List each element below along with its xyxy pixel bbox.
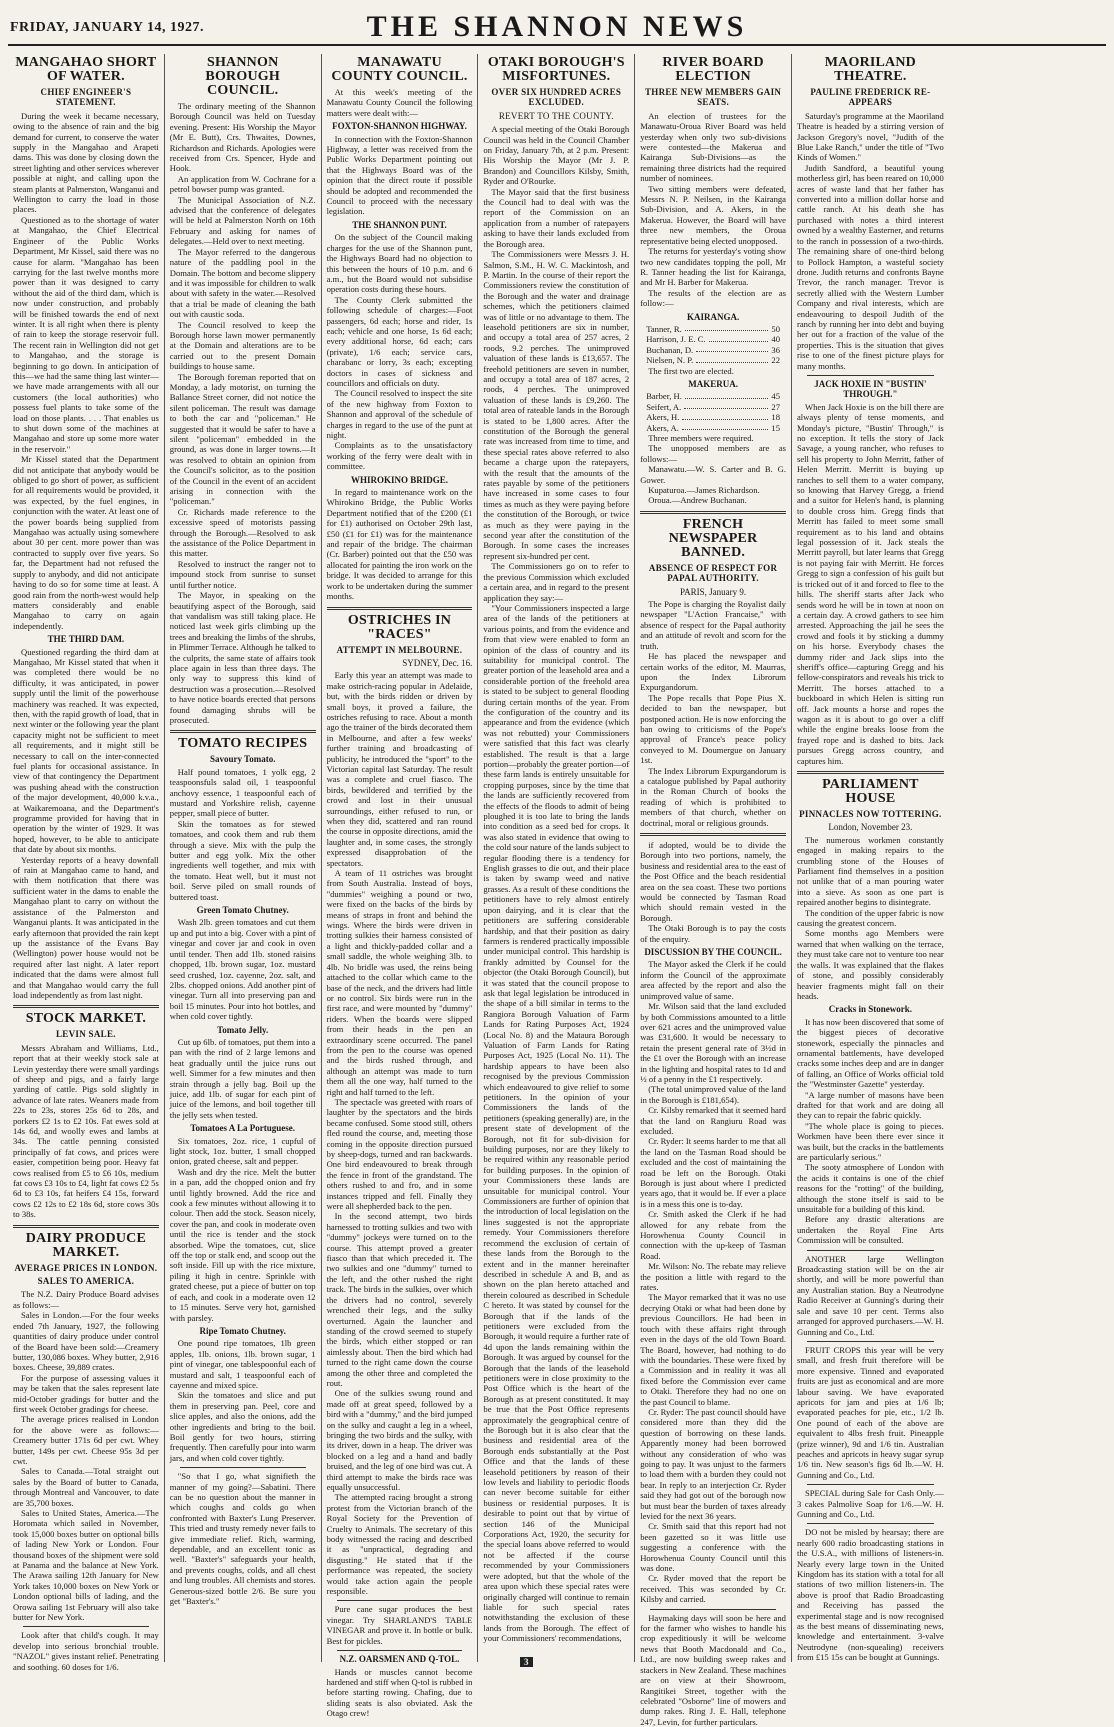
divider xyxy=(13,1225,159,1228)
vote-count: 45 xyxy=(771,391,780,402)
result-row xyxy=(640,355,786,365)
paragraph: Cr. Richards made reference to the excessive speed of motorists passing through the Borough.—Resolved to ask the assistance of the Police Department in this matter. xyxy=(169,506,316,559)
section-heading: N.Z. OARSMEN AND Q-TOL. xyxy=(339,1654,460,1665)
paragraph: Saturday's programme at the Maoriland Theatre is headed by a stirring version of Jackson Gregory's novel, "Judith of the Blue Lake Ranch," under the title of "Two Kinds of Women." xyxy=(796,110,944,163)
paragraph: The first two are elected. xyxy=(648,365,734,376)
advertisement: Haymaking days will soon be here and for the farmer who wishes to handle his crop expeditiously it will be welcome news that Booth Macdonald and Co., Ltd., are now building sweep rakes and stackers in New Zealand. These machines are on view at their Showroom, Rangitikei Street, together with the celebrated "Osborne" line of mowers and dump rakes. Ring J. E. Hall, telephone 247, Levin, for further particulars. xyxy=(640,1612,786,1727)
headline: TOMATO RECIPES xyxy=(178,736,308,752)
section-heading: THE THIRD DAM. xyxy=(47,634,125,645)
paragraph: The Commissioners go on to refer to the previous Commission which excluded a certain area, and in regard to the present application they say:— xyxy=(483,561,630,603)
paragraph: One of the sulkies swung round and made off at great speed, followed by a bird with a "dummy," and the bird jumped on the sulky and caught a leg in a wheel, bringing the two birds and the sulky, with its driver, down in a heap. The driver was blocked on a leg and a hand and badly bruised, and the leg of one bird was cut. A third attempt to make the birds race was equally unsuccessful. xyxy=(326,1388,473,1492)
masthead xyxy=(8,6,1106,46)
candidate-name: Akers, H. xyxy=(646,412,680,423)
divider xyxy=(807,1250,934,1251)
leader-dots xyxy=(685,391,769,398)
paragraph: The Commissioners were Messrs J. H. Salmon, S.M., H. W. C. Mackintosh, and P. Martin. In the course of their report the Commissioners review the constitution of the Borough and the water and drainage schemes, which the petitioners claimed was of little or no advantage to them. The leasehold petitioners are six in number, and occupy a total area of 257 acres, 2 roods, 9.2 perches. The unimproved valuation of these lands is £13,657. The freehold petitioners are seven in number, and occupy a total area of 187 acres, 2 roods, 4 perches. The unimproved valuation of these lands is £9,260. The total area of rateable lands in the Borough is stated to be 1,800 acres. After the constitution of the Borough the general rate was increased from time to time, and these special rates above referred to also became a charge upon the ratepayers, with the result that the amounts of the rates payable by some of the petitioners have increased in some cases to four times as much as they were paying before the constitution of the Borough, or twice as much as they were paying in the second year after the constitution of the Borough. In some cases the increases represent six-hundred per cent. xyxy=(483,249,630,561)
advertisement: DO not be misled by hearsay; there are nearly 600 radio broadcasting stations in the U.S.A., with millions of listeners-in. Nearly every large town in the United Kingdom has its station with a total for all stations of two million listeners-in. The above is proof that Radio Broadcasting and Receiving has passed the experimental stage and is now recognised as the best means of disseminating news, knowledge and entertainment. 3-valve Neutrodyne (non-squealing) receivers from £15 15s can be bought at Gunnings. xyxy=(796,1527,944,1663)
advertisement: SPECIAL during Sale for Cash Only.—3 cakes Palmolive Soap for 1/6.—W. H. Gunning and Co., Ltd. xyxy=(796,1488,944,1519)
advertisement: Look after that child's cough. It may develop into serious bronchial trouble. "NAZOL" gives instant relief. Penetrating and soothing. 60 doses for 1/6. xyxy=(13,1630,159,1672)
section-heading: JACK HOXIE IN "BUSTIN' THROUGH." xyxy=(814,378,927,400)
paragraph: The Council resolved to inspect the site of the new highway from Foxton to Shannon and approval of the schedule of charges in regard to the use of the punt at night. xyxy=(326,388,473,440)
paragraph: if adopted, would be to divide the Borough into two portions, namely, the business and residential area to the east of the Post Office and the beach residential area on the sea coast. These two portions would be connected by Tasman Road which should remain vested in the Borough. xyxy=(640,840,786,923)
column-4 xyxy=(478,54,635,1662)
headline: MANAWATU COUNTY COUNCIL. xyxy=(331,55,468,84)
leader-dots xyxy=(696,345,768,352)
paragraph: (The total unimproved value of the land in the Borough is £181,654). xyxy=(640,1084,786,1105)
paragraph: In connection with the Foxton-Shannon Highway, a letter was received from the Public Works Department pointing out that the Highways Board was of the opinion that the direct route if possible should be adopted and recommended the Council to proceed with the necessary legislation. xyxy=(326,133,473,217)
dateline: London, November 23. xyxy=(828,822,913,833)
paragraph: The Pope recalls that Pope Pius X. decided to ban the newspaper, but postponed action. He is now enforcing the ban owing to criticisms of the Pope's approval of France's peace policy conveyed to M. Doumergue on January 1st. xyxy=(640,692,786,766)
divider xyxy=(337,1600,463,1601)
subheadline: THREE NEW MEMBERS GAIN SEATS. xyxy=(644,87,782,108)
paragraph: Kupaturoa.—James Richardson. xyxy=(648,485,760,496)
paragraph: The Council resolved to keep the Borough horse lawn mower permanently at the Domain and alterations are to be carried out to the present Domain buildings to house same. xyxy=(169,319,316,372)
newspaper-title: THE SHANNON NEWS xyxy=(366,10,748,43)
paragraph: Complaints as to the unsatisfactory working of the ferry were dealt with in committee. xyxy=(326,440,473,472)
leader-dots xyxy=(682,412,768,419)
paragraph: Cr. Ryder: The past council should have considered more than they did the question of borrowing on these lands. Apparently money had been borrowed without any consideration of who was going to pay. It was unjust to the farmers to load them with a burden they could not bear. In reply to an interjection Cr. Ryder said they had got out of the borough now but must bear the burden of taxes already levied for the next 36 years. xyxy=(640,1406,786,1521)
paragraph: Six tomatoes, 2oz. rice, 1 cupful of light stock, 1oz. butter, 1 small chopped onion, grated cheese, salt and pepper. xyxy=(169,1135,316,1167)
advertisement: Hands or muscles cannot become hardened and stiff when Q-tol is rubbed in before starting rowing. Chafing, due to sliding seats is also obviated. Ask the Otago crew! xyxy=(326,1666,473,1719)
headline: FRENCH NEWSPAPER BANNED. xyxy=(668,516,758,560)
paragraph: An application from W. Cochrane for a petrol bowser pump was granted. xyxy=(169,173,316,195)
paragraph: Early this year an attempt was made to make ostrich-racing popular in Adelaide, but, with the birds ridden or driven by small boys, it proved a failure, the ostriches refusing to race. About a month ago the trainer of the birds decorated them in Melbourne, and after a few weeks' further training and broadcasting of publicity, he introduced the "sport" to the Victorian capital last Saturday. The result was a complete and cruel fiasco. The birds, bewildered and terrified by the crowd and lost in their unusual surroundings, either refused to run, or when they did, scattered and ran round the course in opposite directions, amid the laughter and, in some cases, the strongly expressed disapprobation of the spectators. xyxy=(326,670,473,868)
section-heading: FOXTON-SHANNON HIGHWAY. xyxy=(332,121,467,132)
vote-count: 22 xyxy=(771,355,780,366)
paragraph: The numerous workmen constantly engaged in making repairs to the crumbling stone of the Houses of Parliament find themselves in a position not unlike that of a man pouring water into a sieve. As soon as one part is repaired another begins to disintegrate. xyxy=(796,834,944,908)
paragraph: The ordinary meeting of the Shannon Borough Council was held on Tuesday evening. Present: His Worship the Mayor (Mr E. Butt), Crs. Thwaites, Downes, Richardson and Richards. Apologies were received from Crs. Spencer, Hyde and Hook. xyxy=(169,101,316,174)
paragraph: The N.Z. Dairy Produce Board advises as follows:— xyxy=(13,1289,159,1310)
paragraph: Judith Sandford, a beautiful young motherless girl, has been reared on 10,000 acres of waste land that her father has converted into a million dollar horse and cattle ranch. At his death she has purchased with notes a third interest owned by a wealthy Easterner, and returns to the ranch in possession of a two-thirds. The remaining share of one-third belong to Pollock Hampton, a wasteful society drone. Judith returns and confronts Bayne Trevor, the ranch manager. Trevor is secretly allied with the Western Lumber Company and rival interests, which are endeavouring to despoil Judith of the ranch by running her into debt and buying her out for a fraction of the value of the properties. This is the situation that gives rise to one of the finest picture plays for many months. xyxy=(796,162,944,371)
paragraph: Some months ago Members were warned that when walking on the terrace, they must take care not to venture too near the walls. It was explained that the flakes of stone, and possibly considerably heavier fragments might fall on their heads. xyxy=(796,928,944,1001)
vote-count: 18 xyxy=(771,412,780,423)
paragraph: For the purpose of assessing values it may be taken that the sales represent late mid-October gradings for butter and the first week October gradings for cheese. xyxy=(13,1372,159,1414)
candidate-name: Buchanan, D. xyxy=(646,344,694,355)
paragraph: At this week's meeting of the Manawatu County Council the following matters were dealt with:— xyxy=(326,87,473,118)
paragraph: Half pound tomatoes, 1 yolk egg, 2 teaspoonsfuls salad oil, 1 teaspoonful anchovy essence, 1 teaspoonful each of mustard and Yorkshire relish, cayenne pepper, small piece of butter. xyxy=(169,766,316,819)
subheadline: ABSENCE OF RESPECT FOR PAPAL AUTHORITY. xyxy=(648,562,778,584)
paragraph: He has placed the newspaper and certain works of the editor, M. Maurras, upon the Index Librorum Expurgandorum. xyxy=(640,651,786,693)
leader-dots xyxy=(709,334,769,341)
paragraph: The Mayor remarked that it was no use decrying Otaki or what had been done by previous Councillors. He had been in touch with these affairs right through even in the days of the old Town Board. The Board, however, had nothing to do with the boundaries. These were fixed by a Commission and in reality it was all fixed before the Commission ever came to Otaki. Therefore they had no one on the past Council to blame. xyxy=(640,1292,786,1407)
headline: OTAKI BOROUGH'S MISFORTUNES. xyxy=(487,55,625,84)
paragraph: The Municipal Association of N.Z. advised that the conference of delegates will be held at Palmerston North on 16th February and asking for names of delegates.—Held over to next meeting. xyxy=(169,194,316,247)
paragraph: The Mayor asked the Clerk if he could inform the Council of the approximate area affected by the report and also the unimproved value of same. xyxy=(640,959,786,1001)
advertisement: FRUIT CROPS this year will be very small, and fresh fruit therefore will be more expensive. Tinned and evaporated fruits are just as economical and are more labour saving. We have evaporated apricots for jam and pies at 1/6 lb; evaporated peaches for pie, etc., 1/2 lb. One pound of each of the above are equivalent to 4lbs fresh fruit. Pineapple (prize winner), 9d and 1/6 tin. Australian peaches and apricots in heavy sugar syrup 1/6 tin. New season's figs 6d lb.—W. H. Gunning and Co., Ltd. xyxy=(796,1344,944,1480)
paragraph: In regard to maintenance work on the Whirokino Bridge, the Public Works Department notified that of the £200 (£1 for £1) authorised on October 29th last, £50 (£1 for £1) was for the maintenance and repair of the bridge. The chairman (Cr. Barber) pointed out that the £50 was allocated for painting the iron work on the bridge. It was decided to arrange for this work to be undertaken during the summer months. xyxy=(326,487,473,602)
paragraph: Mr. Wilson said that the land excluded by both Commissions amounted to a little over 621 acres and the unimproved value was £31,600. It would be necessary to retain the present general rate of 3½d in the £1 over the Borough with an increase in the lighting and hospital rates to 1d and ½ of a penny in the £1 respectively. xyxy=(640,1001,786,1084)
paragraph: The spectacle was greeted with roars of laughter by the spectators and the birds became confused. Some stood still, others fled round the course, and, meeting those coming in the opposite direction pursued by sheep-dogs, turned and ran backwards. One bird endeavoured to break through the fence in front of the grandstand. The others rushed to and fro, and in some instances tripped and fell. Finally they were all shepherded back to the pen. xyxy=(326,1096,473,1212)
paragraph: Cr. Kilsby remarked that it seemed hard that the land on Rangiuru Road was excluded. xyxy=(640,1105,786,1136)
subheadline: ATTEMPT IN MELBOURNE. xyxy=(336,644,463,655)
paragraph: Skin the tomatoes as for stewed tomatoes, and cook them and rub them through a sieve. Mix with the pulp the butter and egg yolk. Mix the other ingredients well together, and mix with the tomato. Heat well, but it must not boil. Serve piled on small rounds of buttered toast. xyxy=(169,818,316,902)
subheadline: AVERAGE PRICES IN LONDON. xyxy=(14,1262,158,1273)
candidate-name: Barber, H. xyxy=(646,391,682,402)
recipe-title: Tomato Jelly. xyxy=(217,1024,269,1035)
headline: SHANNON BOROUGH COUNCIL. xyxy=(205,55,280,98)
paragraph: A special meeting of the Otaki Borough Council was held in the Council Chamber on Friday, January 7th, at 2 p.m. Present: His Worship the Mayor (Mr J. P. Brandon) and Councillors Kilsby, Smith, Ryder and O'Rourke. xyxy=(483,124,630,187)
paragraph: The Pope is charging the Royalist daily newspaper "L'Action Francaise," with absence of respect for the Papal authority and an attitude of revolt and scorn for the truth. xyxy=(640,599,786,651)
vote-count: 50 xyxy=(771,323,780,334)
vote-count: 36 xyxy=(771,344,780,355)
paragraph: The unopposed members are as follows:— xyxy=(640,443,786,464)
result-row xyxy=(640,412,786,422)
paragraph: It has now been discovered that some of the biggest pieces of decorative stonework, especially the pinnacles and ornamental battlements, have developed cracks some inches deep and are in danger of falling, an Office of Works official told the "Westminster Gazette" yesterday. xyxy=(796,1016,944,1090)
headline: MANGAHAO SHORT OF WATER. xyxy=(15,55,157,84)
candidate-name: Nielsen, N. P. xyxy=(646,355,694,366)
divider xyxy=(807,1484,934,1485)
candidate-name: Tanner, R. xyxy=(646,323,682,334)
subheadline: LEVIN SALE. xyxy=(55,1029,116,1040)
paragraph: The Mayor, in speaking on the beautifying aspect of the Borough, said that vandalism was still taking place. He noticed last week girls climbing up the trees and breaking the limbs of the shrubs, in Plimmer Terrace. Although he talked to the culprits, the same state of affairs took place again in less than three days. The only way to suppress this kind of destruction was a prosecution.—Resolved to have notice boards erected that persons found damaging shrubs will be prosecuted. xyxy=(169,590,316,725)
divider xyxy=(797,771,944,774)
divider xyxy=(337,1650,463,1651)
divider xyxy=(807,1341,934,1342)
paragraph: Questioned as to the shortage of water at Mangahao, the Chief Electrical Engineer of the Public Works Department, Mr Kissel, said there was no cause for alarm. "Mangahao has been carrying for the last twelve months more power than it was designed to carry without the aid of the third dam, which is now under construction, and probably will be finished towards the end of next winter. It is all right when there is plenty of rain to keep the storage reservoir full. The recent rain in Wellington did not get to Mangahao, and the storage is beginning to go down. In anticipation of this—we had the same thing last winter—we have made arrangements with all our customers (the local authorities) who possess fuel plants to take some of the load on those plants. . . . That enables us to shut down some of the machines at Mangahao and store up some more water in the reservoir." xyxy=(13,214,159,454)
divider xyxy=(13,1005,159,1008)
paragraph: Cut up 6lb. of tomatoes, put them into a pan with the rind of 2 large lemons and heat gradually until the juice runs out well. Simmer for a few minutes and then strain through a jelly bag. Boil up the juice, add 1lb. of sugar for each pint of juice of the lemons, and boil together till the jelly sets when tested. xyxy=(169,1036,316,1120)
paragraph: An election of trustees for the Manawatu-Oroua River Board was held yesterday when only two sub-divisions were contested—the Makerua and Kairanga Sub-Divisions—as the remaining three districts had the required number of nominees. xyxy=(640,110,786,184)
paragraph: Questioned regarding the third dam at Mangahao, Mr Kissel stated that when it was completed there would be no difficulty, it was anticipated, in power supply until the limit of the powerhouse machinery was reached. It was expected, then, with the rapid growth of load, that in next winter or the following year the plant capacity might not be sufficient to meet all requirements, and it might still be necessary to call on the inter-connected fuel plants for occasional assistance. In view of that contingency the Department was pushing ahead with the construction of the major development, 40,000 k.v.a., at Waikaremoana, and the Department's programme provided for having that in operation by the winter of 1929. It was hoped, however, to be able to anticipate that date by about six months. xyxy=(13,646,159,855)
paragraph: Wash 2lb. green tomatoes and cut them up and put into a big. Cover with a pint of vinegar and cover jar and cook in oven until tender. Then add 1lb. stoned raisins chopped, 1lb. brown sugar, 1oz. mustard seed crushed, 1oz. cayenne, 2oz. salt, and 2lbs. chopped onions. Add another pint of vinegar. Turn all into preserving pan and boil 15 minutes. Pour into hot bottles, and when cold cover tightly. xyxy=(169,917,316,1022)
leader-dots xyxy=(682,423,769,430)
recipe-title: Green Tomato Chutney. xyxy=(196,905,289,916)
recipe-title: Ripe Tomato Chutney. xyxy=(199,1325,286,1336)
paragraph: "A large number of masons have been drafted for that work and are doing all they can to repair the fabric quickly. xyxy=(796,1089,944,1121)
dateline: SYDNEY, Dec. 16. xyxy=(402,657,473,668)
headline: OSTRICHES IN "RACES" xyxy=(347,612,452,642)
recipe-title: Tomatoes A La Portuguese. xyxy=(190,1123,296,1134)
results-table-makerua xyxy=(640,391,786,433)
divider xyxy=(650,1609,776,1610)
paragraph: The Mayor said that the first business the Council had to deal with was the report of the Commission on an application from a number of ratepayers asking to have their lands excluded from the Borough area. xyxy=(483,186,630,249)
paragraph: A team of 11 ostriches was brought from South Australia. Instead of boys, "dummies" weighing a pound or two, were fixed on the backs of the birds by means of straps in front and behind the wings. Where the birds were driven in trotting sulkies their harness consisted of a light and thickly-padded collar and a small saddle, the whole weighing 3lb. to 4lb. No bridle was used, the reins being attached to the collar which came to the base of the neck, and the drivers had little or no control. Six birds were run in the first race, and were mounted by "dummy" riders. When the boards were slipped from their heads in the pen an extraordinary scene occurred. The panel from the pen to the course was opened and the birds rushed through, and although an attempt was made to turn them all the one way, half turned to the right and half turned to the left. xyxy=(326,868,473,1097)
paragraph: Mr. Wilson: No. The rebate may relieve the position a little with regard to the rates. xyxy=(640,1261,786,1293)
vote-count: 27 xyxy=(771,401,780,412)
vote-count: 40 xyxy=(771,334,780,345)
paragraph: Manawatu.—W. S. Carter and B. G. Gower. xyxy=(640,464,786,485)
paragraph: "The whole place is going to pieces. Workmen have been there ever since it was built, but the cracks in the battlements are particularly serious." xyxy=(796,1120,944,1162)
section-heading: THE SHANNON PUNT. xyxy=(352,219,447,230)
paragraph: The Mayor referred to the dangerous nature of the paddling pool in the Domain. The bottom and become slippery and it was impossible for children to walk about with safety in the water.—Resolved that a trial be made of cleaning the bath out with caustic soda. xyxy=(169,246,316,320)
subheadline: SALES TO AMERICA. xyxy=(37,1276,135,1287)
divider xyxy=(807,1523,934,1524)
result-row xyxy=(640,391,786,401)
paragraph: Cr. Ryder moved that the report be received. This was seconded by Cr. Kilsby and carried. xyxy=(640,1573,786,1605)
subheadline: OVER SIX HUNDRED ACRES EXCLUDED. xyxy=(491,87,622,108)
paragraph: The Index Librorum Expurgandorum is a catalogue published by Papal authority in the Roman Church of books the reading of which is prohibited to members of that church, whether on doctrinal, moral or religious grounds. xyxy=(640,765,786,828)
leader-dots xyxy=(696,355,768,362)
result-row xyxy=(640,402,786,412)
newspaper-page xyxy=(8,6,1106,1727)
paragraph: Sales in London.—For the four weeks ended 7th January, 1927, the following quantities of dairy produce under control of the Board have been sold:—Creamery butter, 130,086 boxes. Whey butter, 2,916 boxes. Cheese, 39,889 crates. xyxy=(13,1310,159,1373)
divider xyxy=(180,1467,306,1468)
result-row xyxy=(640,345,786,355)
divider xyxy=(640,833,786,836)
paragraph: Two sitting members were defeated, Messrs N. P. Neilsen, in the Kairanga Sub-Division, and A. Akers, in the Makerua. However, the Board will have three new members, the Oroua representative being elected unopposed. xyxy=(640,183,786,246)
divider xyxy=(807,375,934,376)
paragraph: The average prices realised in London for the above were as follows:—Creamery butter 171s 6d per cwt. Whey butter, 149s per cwt. Cheese 95s 3d per cwt. xyxy=(13,1414,159,1466)
columns xyxy=(8,54,1106,1727)
paragraph: Mr Kissel stated that the Department did not anticipate that anybody would be obliged to go short of power, as sufficient for all requirements would be provided, it was expected, by the fuel engines, in conjunction with the water. At least one of the power boards being supplied from Mangahao was actually using somewhere about 30 per cent. more power than was contracted to supply over five years. So far, the Department had not refused the supply to anybody, and did not anticipate having to do so for some time at least. A good rain from the north-west would help matters considerably and enable Mangahao to carry on again independently. xyxy=(13,454,159,631)
column-3 xyxy=(322,54,479,1719)
result-row xyxy=(640,423,786,433)
results-heading: KAIRANGA. xyxy=(686,311,740,322)
headline: PARLIAMENT HOUSE xyxy=(822,777,919,806)
paragraph: Sales to Canada.—Total straight out sales by the Board of butter to Canada, through Montreal and Vancouver, to date are 35,700 boxes. xyxy=(13,1466,159,1508)
section-heading: WHIROKINO BRIDGE. xyxy=(350,474,448,485)
divider xyxy=(327,607,473,610)
paragraph: The sooty atmosphere of London with the acids it contains is one of the chief reasons for the "rotting" of the building, although the stone itself is said to be unsuitable for a building of this kind. xyxy=(796,1162,944,1215)
subheadline: PINNACLES NOW TOTTERING. xyxy=(799,809,942,819)
headline: STOCK MARKET. xyxy=(25,1011,147,1027)
paragraph: Cr. Smith asked the Clerk if he had allowed for any rebate from the Horowhenua County Council in connection with the up-keep of Tasman Road. xyxy=(640,1209,786,1261)
divider xyxy=(170,730,316,733)
page-number: 3 xyxy=(520,1657,533,1667)
paragraph: Cr. Smith said that this report had not been gazetted so it was little use suggesting a conference with the Horowhenua County Council until this was done. xyxy=(640,1521,786,1574)
headline: MAORILAND THEATRE. xyxy=(824,55,916,84)
section-heading: DISCUSSION BY THE COUNCIL. xyxy=(644,947,782,958)
paragraph: The condition of the upper fabric is now causing the greatest concern. xyxy=(796,907,944,929)
candidate-name: Harrison, J. E. C. xyxy=(646,334,706,345)
subheadline: CHIEF ENGINEER'S STATEMENT. xyxy=(40,87,132,108)
recipe-title: Savoury Tomato. xyxy=(209,754,276,765)
candidate-name: Seifert, A. xyxy=(646,401,682,412)
issue-date: FRIDAY, JANUARY 14, 1927. xyxy=(10,20,205,35)
leader-dots xyxy=(685,324,769,331)
paragraph: Before any drastic alterations are undertaken the Royal Fine Arts Commission will be consulted. xyxy=(796,1214,944,1246)
paragraph: The County Clerk submitted the following schedule of charges:—Foot passengers, 6d each; horse and rider, 1s each; vehicle and one horse, 1s 6d each; every additional horse, 6d each; cars (private), 1/6 each; service cars, charabanc or lorry, 3s each; excepting doctors in cases of sickness and councillors and officials on duty. xyxy=(326,294,473,388)
paragraph: Resolved to instruct the ranger not to impound stock from sunrise to sunset until further notice. xyxy=(169,558,316,590)
paragraph: Oroua.—Andrew Buchanan. xyxy=(648,495,747,506)
subheadline: PAULINE FREDERICK RE-APPEARS xyxy=(810,87,931,108)
column-1 xyxy=(8,54,165,1672)
divider xyxy=(640,511,786,514)
paragraph: Sales to United States, America.—The Horomata which sailed in November, took 15,000 boxes butter on optional bills of lading New York or London. Four thousand boxes of the shipment were sold at Panama and the balance at New York. The Arawa sailing 12th January for New York takes 10,000 boxes on New York or London optional bills of lading, and the Orowa sailing 1st February will also take butter for New York. xyxy=(13,1508,159,1623)
column-2 xyxy=(165,54,322,1662)
headline: RIVER BOARD ELECTION xyxy=(662,55,764,84)
paragraph: On the subject of the Council making charges for the use of the Shannon punt, the Highways Board had no objection to this between the hours of 10 p.m. and 6 a.m., but the Board would not subsidise operation costs during these hours. xyxy=(326,232,473,295)
vote-count: 15 xyxy=(771,422,780,433)
paragraph: During the week it became necessary, owing to the absence of rain and the big demand for current, to conserve the water supply in the Mangahao and Arapeti dams. This was done by closing down the street lighting and other services wherever possible at night, and calling upon the steam plants at Palmerston, Wanganui and Wellington to carry the load in those places. xyxy=(13,110,159,215)
paragraph: Wash and dry the rice. Melt the butter in a pan, add the chopped onion and fry until lightly browned. Add the rice and cook a few minutes without allowing it to colour. Then add the stock. Season nicely, cover the pan, and cook in moderate oven until the rice is tender and the stock absorbed. Wipe the tomatoes, cut, slice off the top or stalk end, and scoop out the soft inside. Fill up with the rice mixture, piling it high in centre. Sprinkle with grated cheese, put a piece of butter on top of each, and cook in a moderate oven 12 to 15 minutes. Serve very hot, garnished with parsley. xyxy=(169,1166,316,1323)
paragraph: The Borough foreman reported that on Monday, a lady motorist, on turning the Ballance Street corner, did not notice the silent policeman. The result was damage to both the car and "policeman." He suggested that it would be safer to have a silent "policeman" embedded in the ground, as was done in larger towns.—It was resolved to obtain an opinion from the Council's solicitor, as to the position of the Council in the event of an accident arising in connection with the "policeman." xyxy=(169,371,316,507)
paragraph: The Otaki Borough is to pay the costs of the enquiry. xyxy=(640,923,786,944)
paragraph: The returns for yesterday's voting show two new candidates topping the poll, Mr R. Tanner heading the list for Kairanga, and Mr H. Barber for Makerua. xyxy=(640,246,786,288)
paragraph: "Your Commissioners inspected a large area of the lands of the petitioners at various points, and from the evidence and from that view were enabled to form an opinion of the class of country and its suitability for municipal control. The greater portion of the leasehold area and a considerable portion of the freehold area is stated to be subject to general flooding during certain months of the year. From the configuration of the country and its appearance and from the evidence (which was not rebutted) your Commissioners were satisfied that this fact was clearly established. The result is that a large portion—probably the greater portion—of these farm lands is entirely unsuitable for cropping purposes, since by the time that the lands are sufficiently recovered from the effects of the floods to admit of being ploughed it is too late to bring the lands into condition as a seed bed for crops. It was also stated in evidence that owing to the cold sour nature of the lands subject to regular flooding there is a tendency for English grasses to die out, and their place is taken by swamp weed and native grasses. As a result of these conditions the petitioners have to rely almost entirely upon dairying, and it is clear that the petitioners are suffering considerable hardship, and that their position as dairy farmers is rendered practically impossible under municipal control. This hardship is frankly admitted by Counsel for the objector (the Otaki Borough Council), but it was stated that the council propose to ask that legal legislation be introduced in the shape of a bill similar in terms to the Rangiora Borough Valuation of Farm Lands for Rating Purposes Act, 1924 (Local No. 8) and the Mataura Borough Valuation of Farm Lands for Rating Purposes Act, 1925 (Local No. 11). The hardship appears to have been also recognised by the previous Commission which endeavoured to give relief to some petitioners. In the opinion of your Commissioners the lands of the petitioners (speaking generally) are, in the present state of development of the Borough, not fit for sub-division for building purposes, nor are they likely to be required within any reasonable period for building purposes. In the opinion of your Commissioners these lands are unsuitable for municipal control. Your Commissioners are further of opinion that the introduction of local legislation on the lines suggested is not the appropriate remedy. Your Commissioners therefore recommend the exclusion of certain of these lands from the Borough to the extent and in the manner hereinafter described in schedule A and B, and as shown on the plan hereto attached and therein coloured as described in Schedule C hereto. It was stated by counsel for the Borough that if the lands of the petitioners were excluded from the Borough, it would require a further rate of 4d upon the lands remaining within the Borough. It was argued by counsel for the Borough that the lands of the leasehold petitioners were in close proximity to the Post Office which is the heart of the Borough as at present constituted. It may be true that the Post Office represents approximately the geographical centre of the Borough but it is also clear that the business and residential area of the Borough ends substantially at the Post Office and that the lands of these leasehold petitioners by reason of their low levels and liability to periodic floods can never become suitable for either business or residential purposes. It is desirable to point out that by virtue of section 146 of the Municipal Corporations Act, 1920, the security for the special loans above referred to would not be affected if the course recommended by your Commissioners were adopted, but that the whole of the area upon which these special rates were originally charged will continue to remain liable for such special rates notwithstanding the exclusion of these lands from the Borough. The effect of your Commissioners' recommendations, xyxy=(483,602,630,1644)
section-heading: Cracks in Stonework. xyxy=(828,1004,913,1015)
paragraph: When Jack Hoxie is on the bill there are always plenty of tense moments, and Monday's picture, "Bustin' Through," is no exception. It tells the story of Jack Savage, a young rancher, who refuses to sell his property to John Merritt, father of Helen Merritt. Merritt is buying up ranches to sell them to a water company, so knowing that Harvey Gregg, a friend and a suitor for Helen's hand, is planning to double cross him. Gregg finds that Merritt has failed to meet some small requirement as to his land and obtains legal possession of it. Jack steals the Merritt payroll, but later learns that Gregg is not paying fair with Merritt. He forces Gregg to sign a confession of his guilt but is tricked out of it and forced to flee to the hills. The sheriff starts after Jack who sends word he will be in town at noon on a certain day. A crowd gathers to see him arrested. Approaching the jail he sees the crowd and fools it by sticking a dummy on his horse. Everybody chases the dummy rider and Jack slips into the sheriff's office—capturing Gregg and his fellow-conspirators and reveals his trick to Merritt. The horses attached to a buckboard in which Helen is sitting run off. Jack mounts a horse and ropes the wagon as it is about to go over a cliff while the engine breaks loose from the frayed rope and is dashed to bits. Jack pursues Gregg across country, and captures him. xyxy=(796,401,944,766)
candidate-name: Akers, A. xyxy=(646,422,679,433)
column-5 xyxy=(635,54,792,1727)
paragraph: The results of the election are as follow:— xyxy=(640,287,786,309)
leader-dots xyxy=(684,402,768,409)
result-row xyxy=(640,324,786,334)
results-table-kairanga xyxy=(640,324,786,366)
paragraph: In the second attempt, two birds harnessed to trotting sulkies and two with "dummy" jockeys were turned on to the course. This attempt proved a greater fiasco than that which preceded it. The two sulkies and one "dummy" turned to the left, and the other rushed the right track. The birds in the sulkies, over which the drivers had no control, severely wrenched their legs, and the sulky overturned. Again the launcher and standing of the crowd seemed to stupefy the birds, which either stopped or ran aimlessly about. Then the bird which had turned to the right came down the course among the other three and completed the rout. xyxy=(326,1211,473,1388)
divider xyxy=(23,1626,149,1627)
dateline: PARIS, January 9. xyxy=(679,586,747,597)
paragraph: Yesterday reports of a heavy downfall of rain at Mangahao came to hand, and with them notification that there was sufficient water in the dams to enable the Mangahao plant to carry on without the assistance of the Palmerston and Wanganui plants. It was anticipated in the early afternoon that provided the rain kept up the assistance of the Evans Bay (Wellington) power house would not be required after last night. A later report indicated that the dams were almost full and that Mangahao would carry the full load independently as from last night. xyxy=(13,854,159,1000)
paragraph: The attempted racing brought a strong protest from the Victorian branch of the Royal Society for the Prevention of Cruelty to Animals. The secretary of this body witnessed the racing and described it as "unpractical, degrading and disgusting." He stated that if the performance was repeated, the society would take action again the people responsible. xyxy=(326,1492,473,1597)
paragraph: Three members were required. xyxy=(648,433,754,443)
subheadline: REVERT TO THE COUNTY. xyxy=(498,110,614,121)
paragraph: One pound ripe tomatoes, 1lb green apples, 1lb. onions, 1lb. brown sugar, 1 pint of vinegar, one tablespoonful each of mustard and salt, 1 teaspoonful each of cayenne and mixed spice. xyxy=(169,1338,316,1390)
paragraph: Messrs Abraham and Williams, Ltd., report that at their weekly stock sale at Levin yesterday there were small yardings of sheep and pigs, and a fairly large yarding of cattle. Pigs sold slightly in advance of late rates. Weaners made from 22s to 23s, stores 25s 6d to 28s, and porkers £2 1s to £2 10s. Fat ewes sold at 14s 6d, and woolly ewes and lambs at 34s. The cattle penning consisted principally of fat cows, and prices were easier, competition being poor. Heavy fat cows realised from £5 to £6 10s, medium fat cows £3 10s to £4, light fat cows £2 5s 6d to £3 10s, fat heifers £4 15s, forward cows £2 12s to £2 18s 6d, store cows 30s to 38s. xyxy=(13,1042,159,1220)
advertisement: ANOTHER large Wellington Broadcasting station will be on the air shortly, and will be more powerful than any Australian station. Buy a Neutrodyne Radio Receiver at Gunning's during their sale and save 10 per cent. Terms also arranged for approved purchasers.—W. H. Gunning and Co., Ltd. xyxy=(796,1253,944,1337)
advertisement: "So that I go, what signifieth the manner of my going?—Sabatini. There can be no question about the manner in which coughs and colds go when confronted with Baxter's Lung Preserver. This tried and trusty remedy never fails to give immediate relief. Rich, warming, dependable, and an excellent tonic as well. "Baxter's" safeguards your health, and prevents coughs, colds, and all chest and lung troubles. All chemists and stores. Generous-sized bottle 2/6. Be sure you get "Baxter's." xyxy=(169,1471,316,1607)
paragraph: Cr. Ryder: It seems harder to me that all the land on the Tasman Road should be excluded and the cost of maintaining the road be left on the Borough. Otaki Borough is just about where I predicted years ago, that it would be. If ever a place is in a mess this one is to-day. xyxy=(640,1136,786,1209)
results-heading: MAKERUA. xyxy=(688,378,738,389)
paragraph: Skin the tomatoes and slice and put them in preserving pan. Peel, core and slice apples, and also the onions, add the other ingredients and bring to the boil. Boil gently for two hours, stirring frequently. Then carefully pour into warm jars, and when cold cover tightly. xyxy=(169,1390,316,1463)
headline: DAIRY PRODUCE MARKET. xyxy=(25,1230,146,1260)
advertisement: Pure cane sugar produces the best vinegar. Try SHARLAND'S TABLE VINEGAR and prove it. In bottle or bulk. Best for pickles. xyxy=(326,1604,473,1646)
result-row xyxy=(640,334,786,344)
column-6 xyxy=(792,54,949,1662)
